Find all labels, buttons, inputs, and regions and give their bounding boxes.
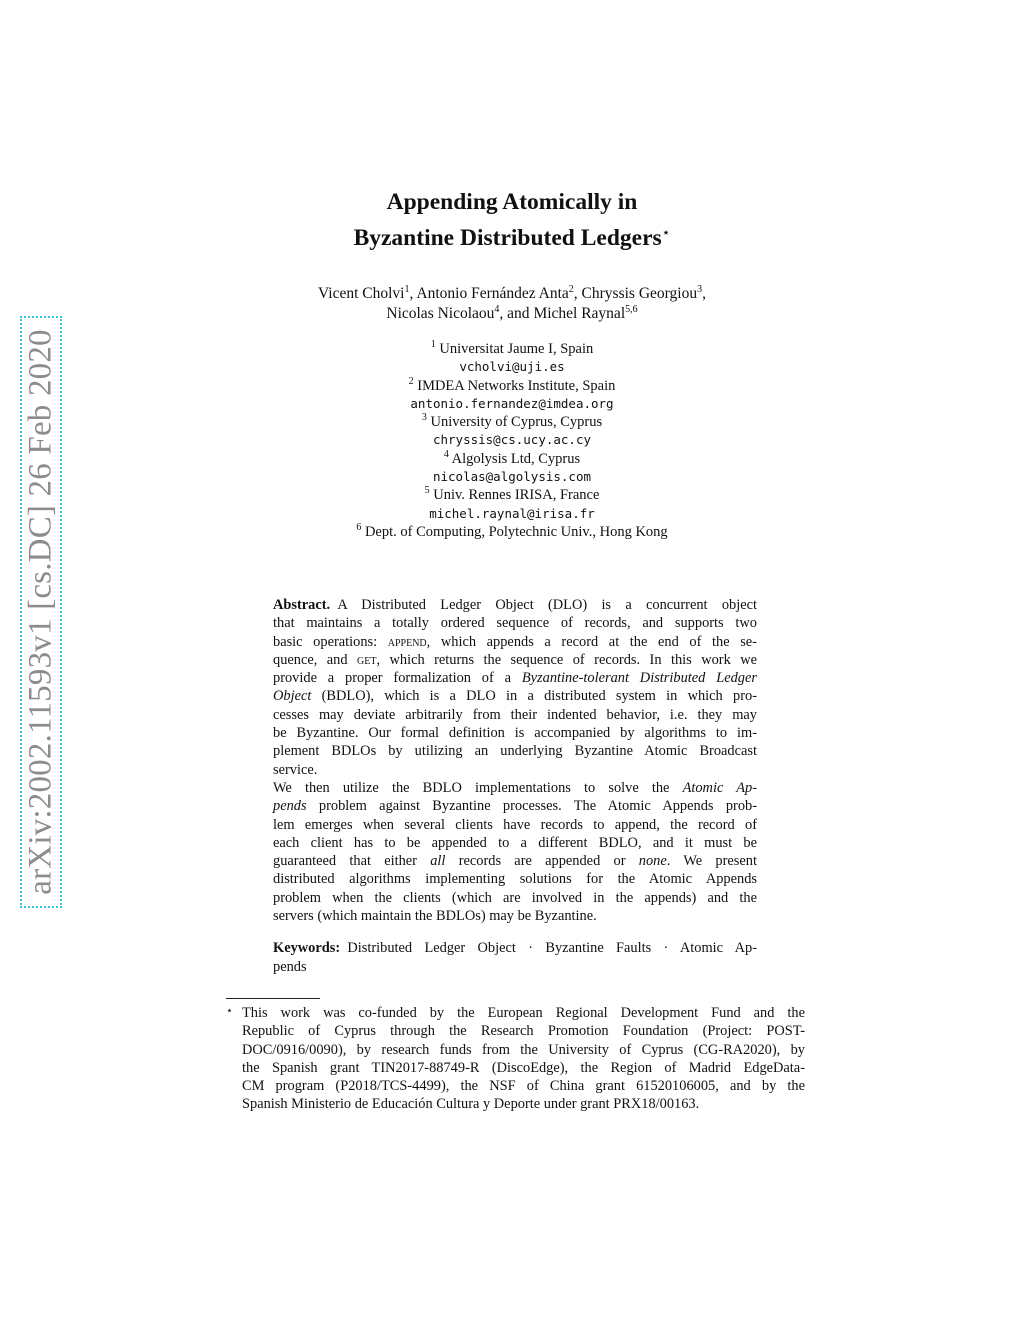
abstract-line: guaranteed that either all records are appended or none. We present <box>273 853 757 870</box>
affiliation-number: 1 <box>430 339 436 350</box>
footnote-line: Spanish Ministerio de Educación Cultura y Deporte under grant PRX18/00163. <box>242 1096 700 1113</box>
abstract-line: Object (BDLO), which is a DLO in a distributed system in which pro- <box>273 688 757 705</box>
affiliation-number: 2 <box>408 375 414 387</box>
abstract-line: service. <box>273 761 318 778</box>
abstract-line: distributed algorithms implementing solutions for the Atomic Appends <box>273 871 757 888</box>
abstract-line: problem when the clients (which are involved in the appends) and the <box>273 889 757 906</box>
emphasis: pends <box>273 798 307 815</box>
abstract-line: that maintains a totally ordered sequence of records, and supports two <box>273 615 757 632</box>
affiliation-row <box>0 340 1024 358</box>
abstract-label: Abstract. <box>273 597 331 613</box>
author-name: Antonio Fernández Anta <box>416 285 569 302</box>
author-name: Michel Raynal <box>533 305 626 322</box>
affiliation-email: nicolas@algolysis.com <box>432 469 592 485</box>
abstract-line: each client has to be appended to a different BDLO, and it must be <box>273 834 757 851</box>
affiliation-row <box>0 486 1024 504</box>
abstract-line: plement BDLOs by utilizing an underlying Byzantine Atomic Broadcast <box>273 743 757 760</box>
author-affiliation-number: 1 <box>404 284 410 295</box>
arxiv-identifier: arXiv:2002.11593v1 [cs.DC] 26 Feb 2020 <box>22 329 59 895</box>
abstract-line: be Byzantine. Our formal definition is accompanied by algorithms to im- <box>273 725 757 742</box>
affiliation-row <box>0 450 1024 468</box>
footnote-mark: ⋆ <box>226 1005 233 1017</box>
paper-title <box>0 186 1024 254</box>
author-affiliation-number: 4 <box>494 304 500 315</box>
abstract-paragraph-2 <box>273 779 757 925</box>
author-line-1: Vicent Cholvi$^1$, Antonio Fernández Anta$^2$, Chryssis Georgiou$^3$, <box>318 284 706 302</box>
affiliation-name: Universitat Jaume I, Spain <box>439 341 594 357</box>
footnote <box>226 1004 805 1114</box>
footnote-line: DOC/0916/0090), by research funds from the University of Cyprus (CG-RA2020), by <box>242 1041 805 1058</box>
author-name: Chryssis Georgiou <box>581 285 698 302</box>
affiliation-name: Algolysis Ltd, Cyprus <box>451 450 581 467</box>
affiliation-name: University of Cyprus, Cyprus <box>430 414 603 431</box>
abstract-line: pends problem against Byzantine processes. The Atomic Appends prob- <box>273 798 757 815</box>
affiliation-number: 4 <box>443 448 449 460</box>
title-line-2 <box>0 218 1024 254</box>
affiliation-number: 6 <box>356 521 362 533</box>
keywords-label: Keywords: <box>273 940 341 957</box>
keywords-line: pends <box>273 958 307 975</box>
affiliation-row <box>0 523 1024 541</box>
emphasis: Byzantine-tolerant Distributed Ledger <box>521 670 757 687</box>
abstract-line: We then utilize the BDLO implementations to solve the Atomic Ap- <box>273 779 757 796</box>
affiliation-list <box>0 340 1024 541</box>
affiliation-email: michel.raynal@irisa.fr <box>429 505 595 521</box>
keywords <box>273 939 757 976</box>
affiliation-number: 5 <box>424 485 430 497</box>
keywords-line: Keywords: Distributed Ledger Object · Byzantine Faults · Atomic Ap- <box>273 940 757 957</box>
abstract-paragraph-1 <box>273 596 757 779</box>
affiliation-name: Dept. of Computing, Polytechnic Univ., Hong Kong <box>364 523 668 540</box>
footnote-rule <box>226 998 320 999</box>
affiliation-row <box>0 377 1024 395</box>
affiliation-row <box>0 413 1024 431</box>
abstract-line: provide a proper formalization of a Byzantine-tolerant Distributed Ledger <box>273 670 757 687</box>
affiliation-number: 3 <box>421 412 427 424</box>
footnote-line: the Spanish grant TIN2017-88749-R (DiscoEdge), the Region of Madrid EdgeData- <box>242 1059 805 1076</box>
affiliation-email: antonio.fernandez@imdea.org <box>410 395 614 411</box>
affiliation-name: IMDEA Networks Institute, Spain <box>417 377 616 394</box>
footnote-line: CM program (P2018/TCS-4499), the NSF of China grant 61520106005, and by the <box>242 1078 805 1095</box>
abstract-line: cesses may deviate arbitrarily from their indented behavior, i.e. they may <box>273 706 757 723</box>
author-affiliation-number: 3 <box>697 284 703 295</box>
title-footnote-mark: ⋆ <box>661 226 671 241</box>
abstract-line: Abstract. A Distributed Ledger Object (DLO) is a concurrent object <box>273 597 757 613</box>
abstract-line: servers (which maintain the BDLOs) may be Byzantine. <box>273 908 597 925</box>
emphasis: all <box>430 853 446 870</box>
abstract-line: basic operations: append, which appends a record at the end of the se- <box>273 633 757 650</box>
author-affiliation-number: 2 <box>568 284 574 295</box>
footnote-line: Republic of Cyprus through the Research Promotion Foundation (Project: POST- <box>242 1023 805 1040</box>
abstract <box>273 596 757 976</box>
author-name: Vicent Cholvi <box>318 285 405 302</box>
title-line-2-text: Byzantine Distributed Ledgers <box>353 225 662 251</box>
affiliation-email: vcholvi@uji.es <box>459 359 565 375</box>
operation-name: get <box>357 651 377 668</box>
author-list <box>0 284 1024 324</box>
author-line-2: Nicolas Nicolaou$^4$, and Michel Raynal$^{5,6}$ <box>386 304 638 322</box>
title-line-1: Appending Atomically in <box>386 189 638 215</box>
operation-name: append <box>387 633 427 650</box>
emphasis: Atomic Ap- <box>682 779 757 796</box>
emphasis: Object <box>273 688 312 705</box>
emphasis: none <box>638 853 667 870</box>
abstract-line: lem emerges when several clients have records to append, the record of <box>273 816 757 833</box>
affiliation-email: chryssis@cs.ucy.ac.cy <box>432 432 592 448</box>
footnote-line: This work was co-funded by the European Regional Development Fund and the <box>242 1005 805 1021</box>
abstract-line: quence, and get, which returns the sequence of records. In this work we <box>273 651 757 668</box>
author-name: Nicolas Nicolaou <box>386 305 495 322</box>
author-affiliation-number: 5,6 <box>625 304 638 315</box>
affiliation-name: Univ. Rennes IRISA, France <box>433 487 600 504</box>
